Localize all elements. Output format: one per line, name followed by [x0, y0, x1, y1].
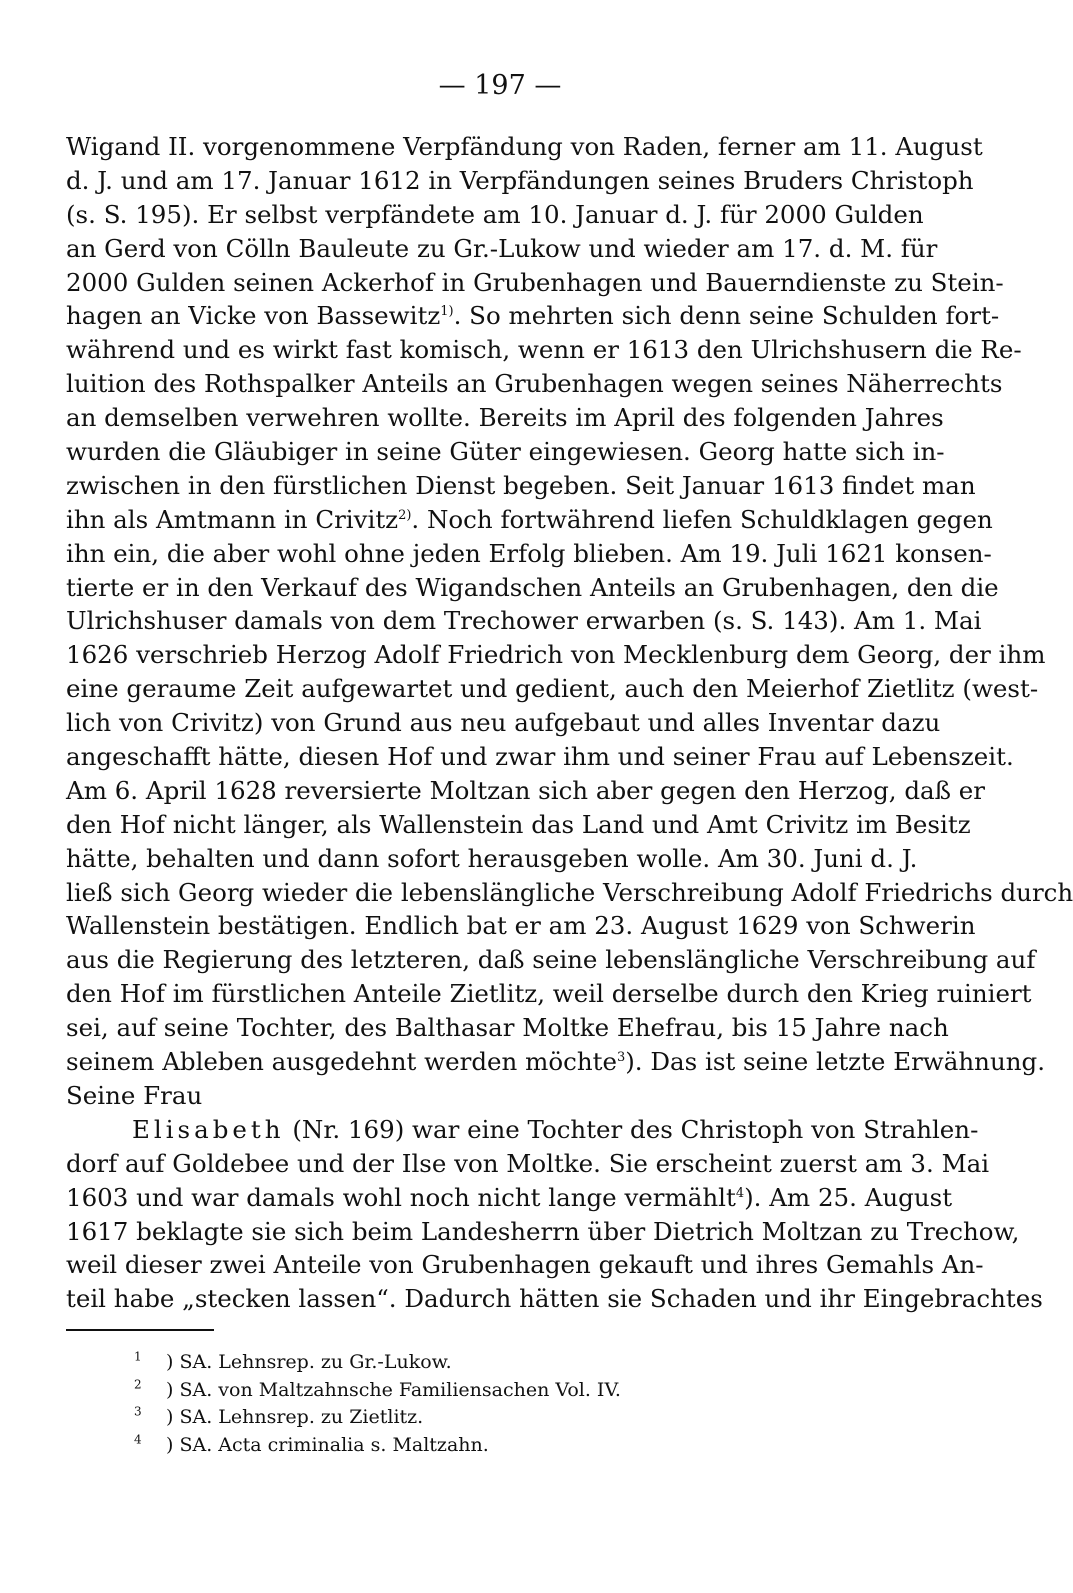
footnote — [134, 1349, 834, 1377]
text-segment: 1603 und war damals wohl noch nicht lange vermählt — [66, 1182, 736, 1212]
text-line: eine geraume Zeit aufgewartet und gedient, auch den Meierhof Zietlitz (west- — [66, 674, 1039, 704]
text-line: ihn ein, die aber wohl ohne jeden Erfolg blieben. Am 19. Juli 1621 konsen- — [66, 538, 992, 568]
text-line: luition des Rothspalker Anteils an Grubenhagen wegen seines Näherrechts — [66, 369, 1003, 399]
footnote-text: ) SA. Lehnsrep. zu Gr.-Lukow. — [166, 1351, 452, 1373]
footnotes — [134, 1349, 834, 1459]
text-line: wurden die Gläubiger in seine Güter eingewiesen. Georg hatte sich in- — [66, 437, 945, 467]
text-line — [66, 503, 993, 537]
main-text — [66, 130, 1073, 1316]
text-segment: . Noch fortwährend liefen Schuldklagen gegen — [411, 504, 993, 534]
footnote — [134, 1377, 834, 1405]
text-line: Wigand II. vorgenommene Verpfändung von Raden, ferner am 11. August — [66, 132, 983, 161]
text-line: sei, auf seine Tochter, des Balthasar Moltke Ehefrau, bis 15 Jahre nach — [66, 1013, 949, 1043]
text-line: an demselben verwehren wollte. Bereits im April des folgenden Jahres — [66, 403, 944, 433]
text-line: den Hof im fürstlichen Anteile Zietlitz, weil derselbe durch den Krieg ruiniert — [66, 979, 1032, 1009]
text-segment: ). Das ist seine letzte Erwähnung. — [625, 1047, 1045, 1077]
text-line: lich von Crivitz) von Grund aus neu aufgebaut und alles Inventar dazu — [66, 708, 941, 738]
text-line: teil habe „stecken lassen“. Dadurch hätten sie Schaden und ihr Eingebrachtes — [66, 1284, 1043, 1314]
footnote-number: 1 — [134, 1349, 142, 1364]
text-line — [66, 1181, 953, 1215]
text-line: 1617 beklagte sie sich beim Landesherrn über Dietrich Moltzan zu Trechow, — [66, 1216, 1020, 1246]
footnote-ref: 2) — [398, 507, 412, 523]
text-segment: ihn als Amtmann in Crivitz — [66, 504, 399, 534]
footnote-mark — [134, 1377, 166, 1405]
text-line: aus die Regierung des letzteren, daß seine lebenslängliche Verschreibung auf — [66, 945, 1036, 975]
text-line: den Hof nicht länger, als Wallenstein das Land und Amt Crivitz im Besitz — [66, 809, 971, 839]
text-line: während und es wirkt fast komisch, wenn er 1613 den Ulrichshusern die Re- — [66, 335, 1022, 365]
footnote — [134, 1432, 834, 1460]
text-line: weil dieser zwei Anteile von Grubenhagen gekauft und ihres Gemahls An- — [66, 1250, 984, 1280]
text-line: angeschafft hätte, diesen Hof und zwar ihm und seiner Frau auf Lebenszeit. — [66, 742, 1014, 772]
text-line: ließ sich Georg wieder die lebenslängliche Verschreibung Adolf Friedrichs durch — [66, 877, 1073, 907]
footnote-number: 2 — [134, 1377, 142, 1392]
text-line — [66, 1045, 1045, 1079]
footnote-text: ) SA. von Maltzahnsche Familiensachen Vol. IV. — [166, 1378, 621, 1401]
text-line: (s. S. 195). Er selbst verpfändete am 10. Januar d. J. für 2000 Gulden — [66, 199, 924, 229]
text-segment: hagen an Vicke von Bassewitz — [66, 301, 441, 331]
footnote-text: ) SA. Lehnsrep. zu Zietlitz. — [166, 1406, 424, 1428]
footnote-mark — [134, 1349, 166, 1377]
footnote-text: ) SA. Acta criminalia s. Maltzahn. — [166, 1433, 489, 1456]
text-line: Seine Frau — [66, 1080, 203, 1110]
text-line: tierte er in den Verkauf des Wigandschen Anteils an Grubenhagen, den die — [66, 572, 999, 602]
text-line: hätte, behalten und dann sofort herausgeben wolle. Am 30. Juni d. J. — [66, 843, 918, 873]
text-line: dorf auf Goldebee und der Ilse von Moltke. Sie erscheint zuerst am 3. Mai — [66, 1148, 990, 1178]
text-segment: ). Am 25. August — [744, 1182, 953, 1212]
footnote-number: 4 — [134, 1432, 142, 1447]
footnote-divider — [66, 1329, 214, 1331]
text-line — [66, 299, 1000, 333]
footnote-mark — [134, 1432, 166, 1460]
text-line: 1626 verschrieb Herzog Adolf Friedrich von Mecklenburg dem Georg, der ihm — [66, 640, 1046, 670]
text-segment: (Nr. 169) war eine Tochter des Christoph von Strahlen- — [284, 1114, 979, 1144]
text-segment: . So mehrten sich denn seine Schulden fort- — [453, 301, 1000, 331]
footnote-mark — [134, 1404, 166, 1432]
text-line: Ulrichshuser damals von dem Trechower erwarben (s. S. 143). Am 1. Mai — [66, 606, 982, 636]
text-line: an Gerd von Cölln Bauleute zu Gr.-Lukow und wieder am 17. d. M. für — [66, 233, 938, 263]
text-line: d. J. und am 17. Januar 1612 in Verpfändungen seines Bruders Christoph — [66, 165, 974, 195]
text-segment: seinem Ableben ausgedehnt werden möchte — [66, 1047, 617, 1077]
text-line — [66, 1113, 979, 1147]
footnote-ref: 3 — [616, 1049, 626, 1065]
person-name: Elisabeth — [132, 1114, 285, 1144]
text-line: Wallenstein bestätigen. Endlich bat er am 23. August 1629 von Schwerin — [66, 911, 976, 941]
footnote — [134, 1404, 834, 1432]
text-line: Am 6. April 1628 reversierte Moltzan sich aber gegen den Herzog, daß er — [66, 775, 985, 805]
text-line: 2000 Gulden seinen Ackerhof in Grubenhagen und Bauerndienste zu Stein- — [66, 267, 1004, 297]
text-line: zwischen in den fürstlichen Dienst begeben. Seit Januar 1613 findet man — [66, 470, 976, 500]
footnote-number: 3 — [134, 1404, 142, 1419]
footnote-ref: 4 — [735, 1185, 745, 1201]
footnote-ref: 1) — [440, 304, 454, 320]
page-number: — 197 — — [438, 70, 562, 101]
